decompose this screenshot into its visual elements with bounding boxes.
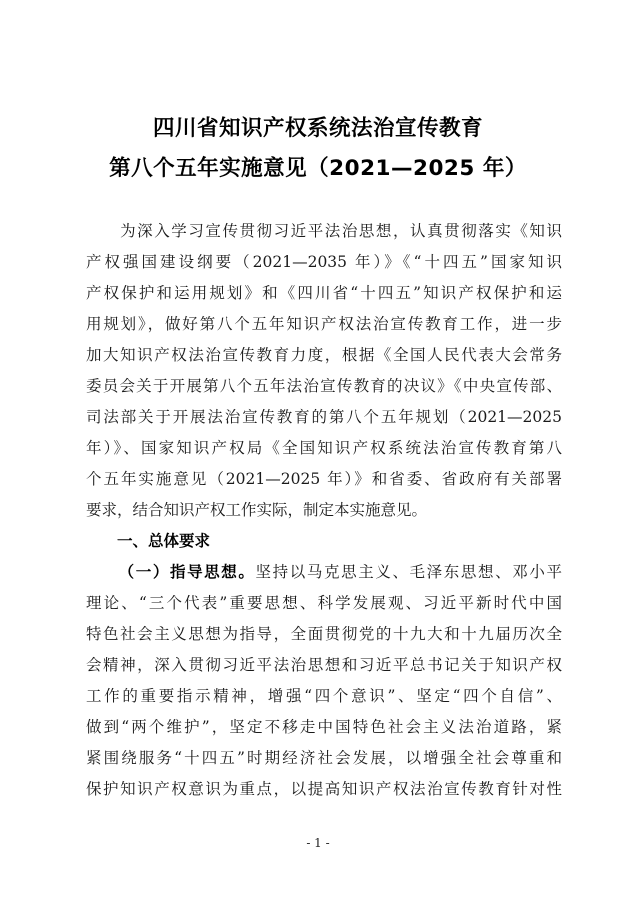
body-line: 特色社会主义思想为指导，全面贯彻党的十九大和十九届历次全: [86, 625, 562, 643]
subsection-first-line: [86, 557, 562, 588]
document-body: [86, 216, 562, 805]
body-line: 做到“两个维护”，坚定不移走中国特色社会主义法治道路，紧: [86, 718, 562, 736]
body-line: 工作的重要指示精神，增强“四个意识”、坚定“四个自信”、: [86, 687, 562, 705]
body-line: 理论、“三个代表”重要思想、科学发展观、习近平新时代中国: [86, 594, 562, 612]
body-line: 加大知识产权法治宣传教育力度，根据《全国人民代表大会常务: [86, 346, 562, 364]
body-line: 要求，结合知识产权工作实际，制定本实施意见。: [86, 501, 428, 519]
page-number: - 1 -: [306, 836, 330, 850]
section-heading: 一、总体要求: [117, 532, 211, 550]
body-line: 产权保护和运用规划》和《四川省“十四五”知识产权保护和运: [86, 284, 562, 302]
subsection-text: 坚持以马克思主义、毛泽东思想、邓小平: [255, 563, 562, 581]
body-line: 会精神，深入贯彻习近平法治思想和习近平总书记关于知识产权: [86, 656, 562, 674]
body-line: 为深入学习宣传贯彻习近平法治思想，认真贯彻落实《知识: [86, 222, 562, 240]
body-line: 年）》、国家知识产权局《全国知识产权系统法治宣传教育第八: [86, 439, 562, 457]
body-line: 个五年实施意见（2021—2025 年）》和省委、省政府有关部署: [86, 470, 562, 488]
document-title-line-2: 第八个五年实施意见（2021—2025 年）: [109, 156, 527, 181]
body-line: 委员会关于开展第八个五年法治宣传教育的决议》《中央宣传部、: [86, 377, 562, 395]
body-line: 司法部关于开展法治宣传教育的第八个五年规划（2021—2025: [86, 408, 562, 426]
subsection-label: （一）指导思想。: [117, 563, 256, 581]
body-line: 保护知识产权意识为重点，以提高知识产权法治宣传教育针对性: [86, 780, 562, 798]
body-line: 紧围绕服务“十四五”时期经济社会发展，以增强全社会尊重和: [86, 749, 562, 767]
document-title-line-1: 四川省知识产权系统法治宣传教育: [152, 116, 483, 141]
body-line: 用规划》，做好第八个五年知识产权法治宣传教育工作，进一步: [86, 315, 562, 333]
body-line: 产权强国建设纲要（2021—2035 年）》《“十四五”国家知识: [86, 253, 562, 271]
